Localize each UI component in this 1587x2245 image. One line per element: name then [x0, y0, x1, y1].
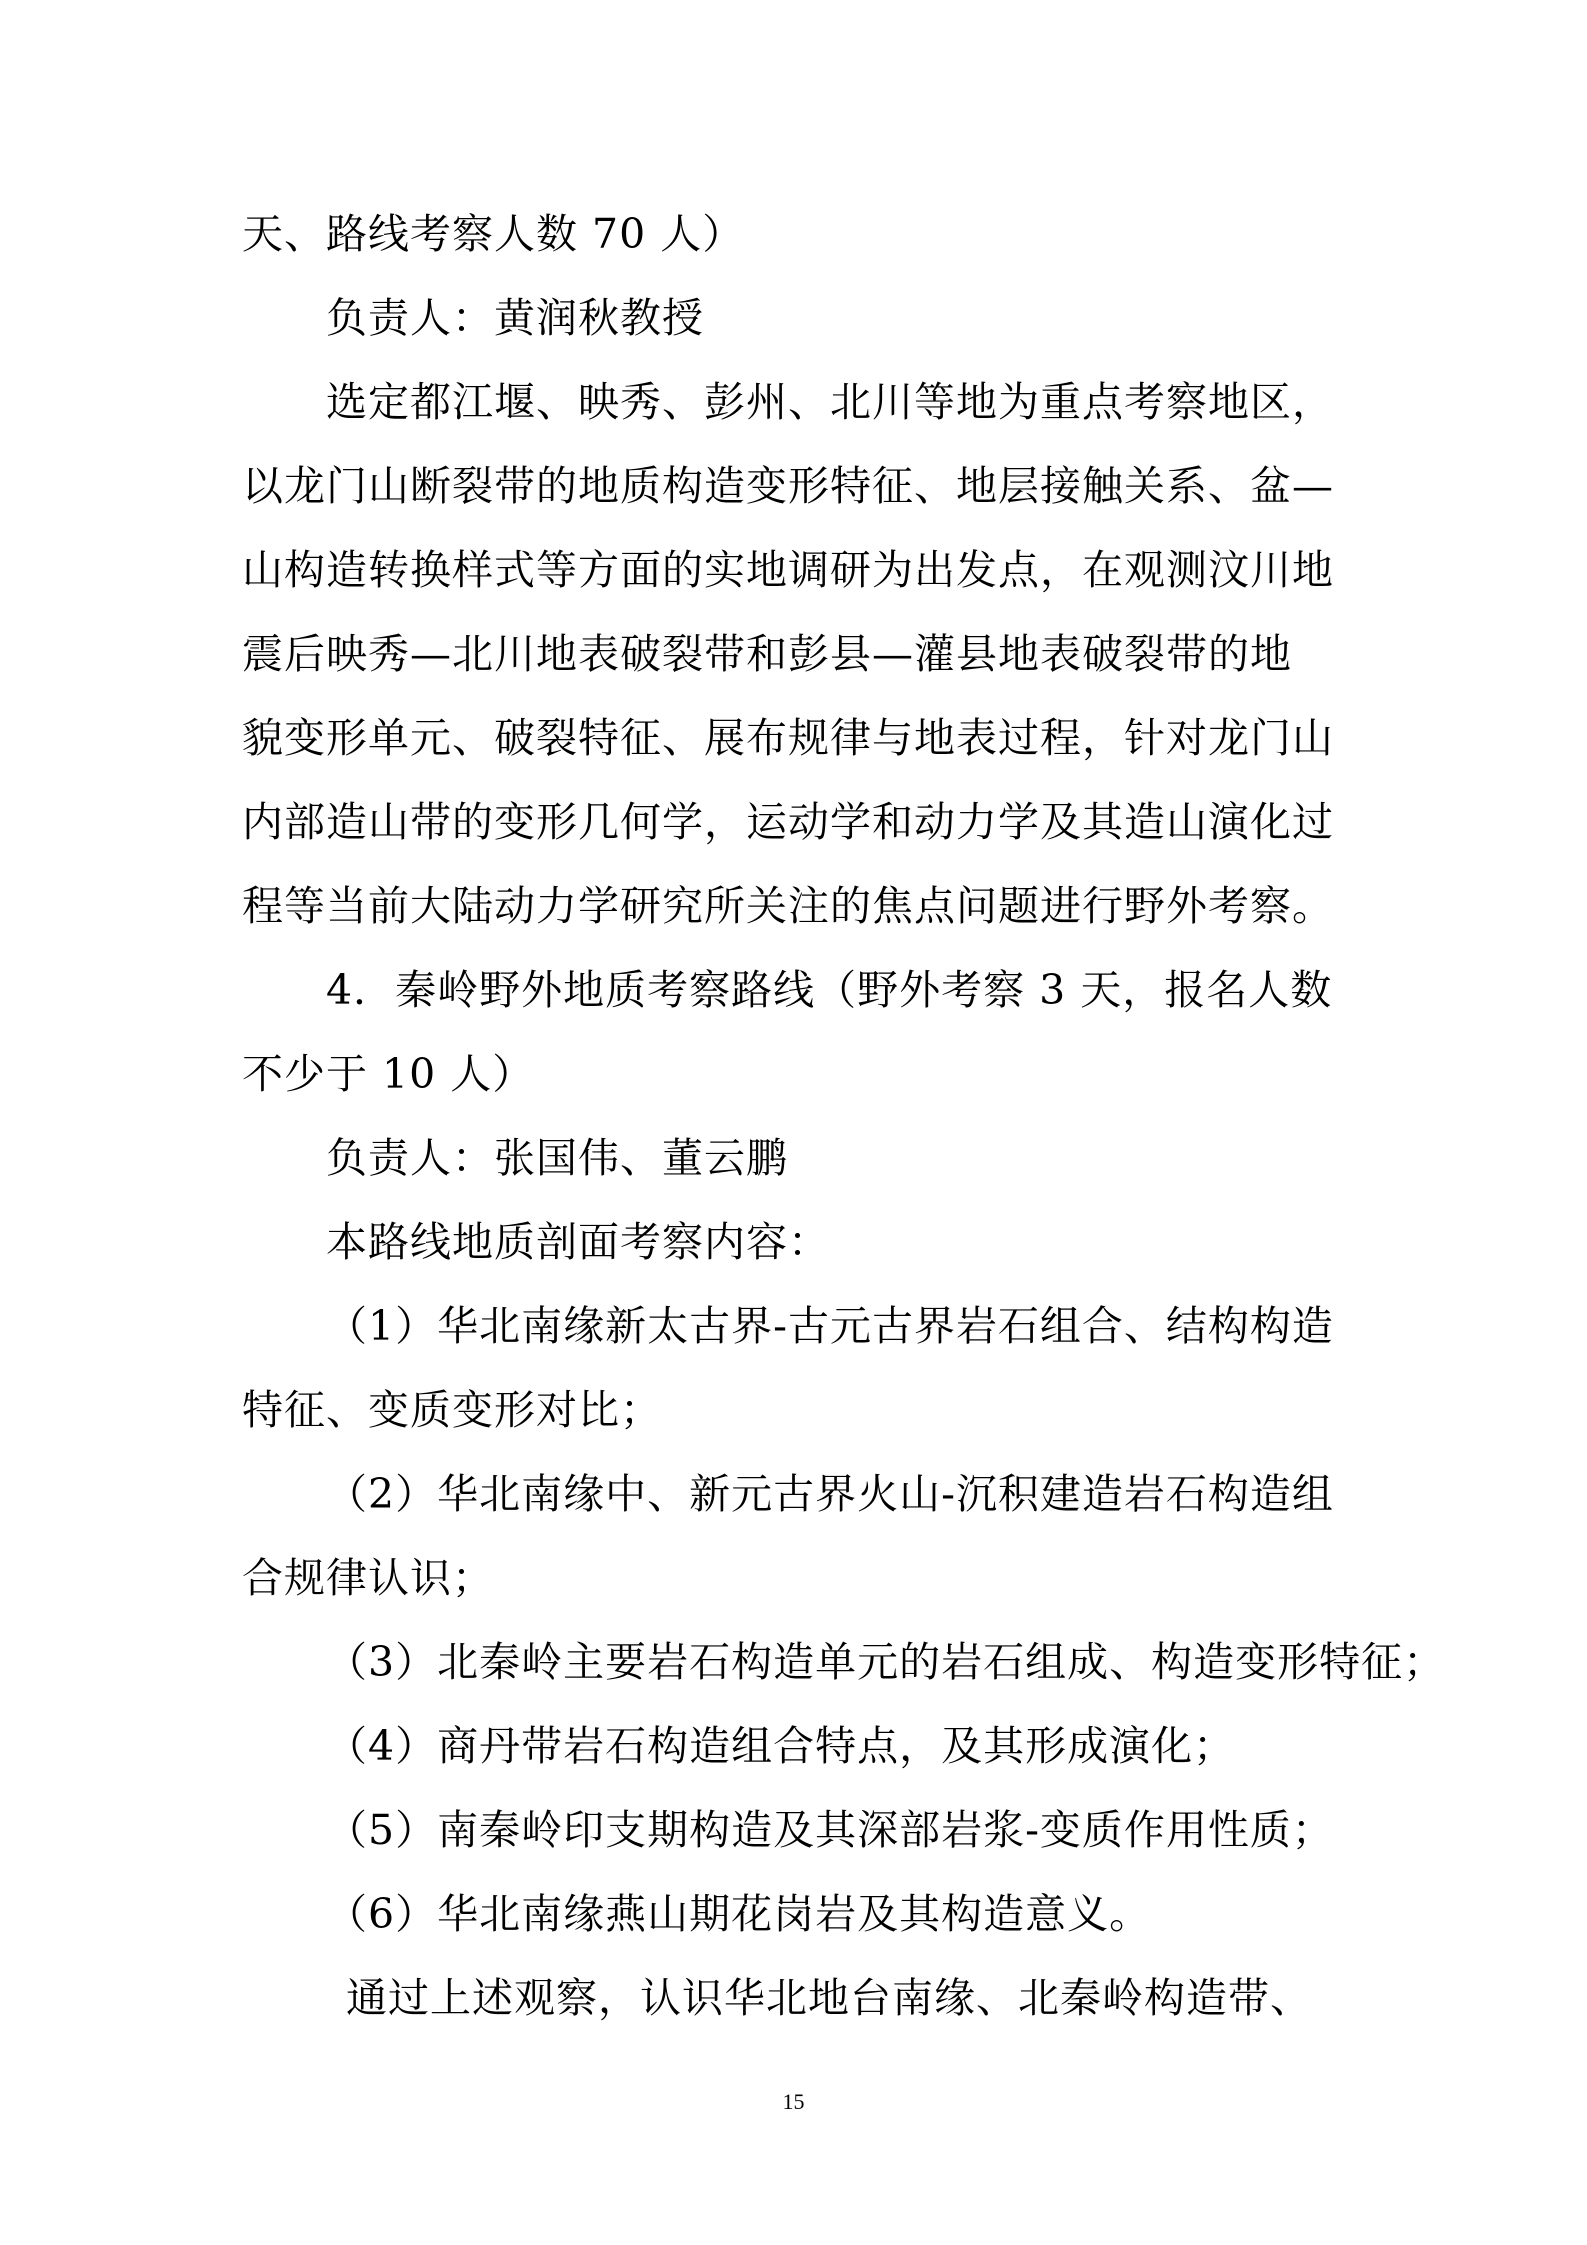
text-line: 特征、变质变形对比； [242, 1386, 662, 1434]
text-line: 负责人：黄润秋教授 [326, 294, 704, 342]
text-line: （3）北秦岭主要岩石构造单元的岩石组成、构造变形特征； [326, 1638, 1446, 1686]
text-line: （1）华北南缘新太古界-古元古界岩石组合、结构构造 [326, 1302, 1334, 1350]
text-line: （4）商丹带岩石构造组合特点，及其形成演化； [326, 1722, 1236, 1770]
text-line: 内部造山带的变形几何学，运动学和动力学及其造山演化过 [242, 798, 1334, 846]
text-line: 负责人：张国伟、董云鹏 [326, 1134, 788, 1182]
text-line: 通过上述观察，认识华北地台南缘、北秦岭构造带、 [346, 1974, 1312, 2022]
text-line: 天、路线考察人数 70 人） [242, 210, 745, 258]
text-line: （5）南秦岭印支期构造及其深部岩浆-变质作用性质； [326, 1806, 1334, 1854]
text-line: （6）华北南缘燕山期花岗岩及其构造意义。 [326, 1890, 1152, 1938]
text-line: 本路线地质剖面考察内容： [326, 1218, 830, 1266]
page-number: 15 [782, 2089, 805, 2114]
text-line: 程等当前大陆动力学研究所关注的焦点问题进行野外考察。 [242, 882, 1334, 930]
text-line: 选定都江堰、映秀、彭州、北川等地为重点考察地区， [326, 378, 1334, 426]
text-line: 不少于 10 人） [242, 1050, 535, 1098]
text-line: 4．秦岭野外地质考察路线（野外考察 3 天，报名人数 [326, 966, 1333, 1014]
text-line: （2）华北南缘中、新元古界火山-沉积建造岩石构造组 [326, 1470, 1334, 1518]
text-line: 山构造转换样式等方面的实地调研为出发点，在观测汶川地 [242, 546, 1334, 594]
text-line: 震后映秀—北川地表破裂带和彭县—灌县地表破裂带的地 [242, 630, 1292, 678]
text-line: 貌变形单元、破裂特征、展布规律与地表过程，针对龙门山 [242, 714, 1334, 762]
text-line: 合规律认识； [242, 1554, 494, 1602]
text-line: 以龙门山断裂带的地质构造变形特征、地层接触关系、盆— [242, 462, 1334, 510]
